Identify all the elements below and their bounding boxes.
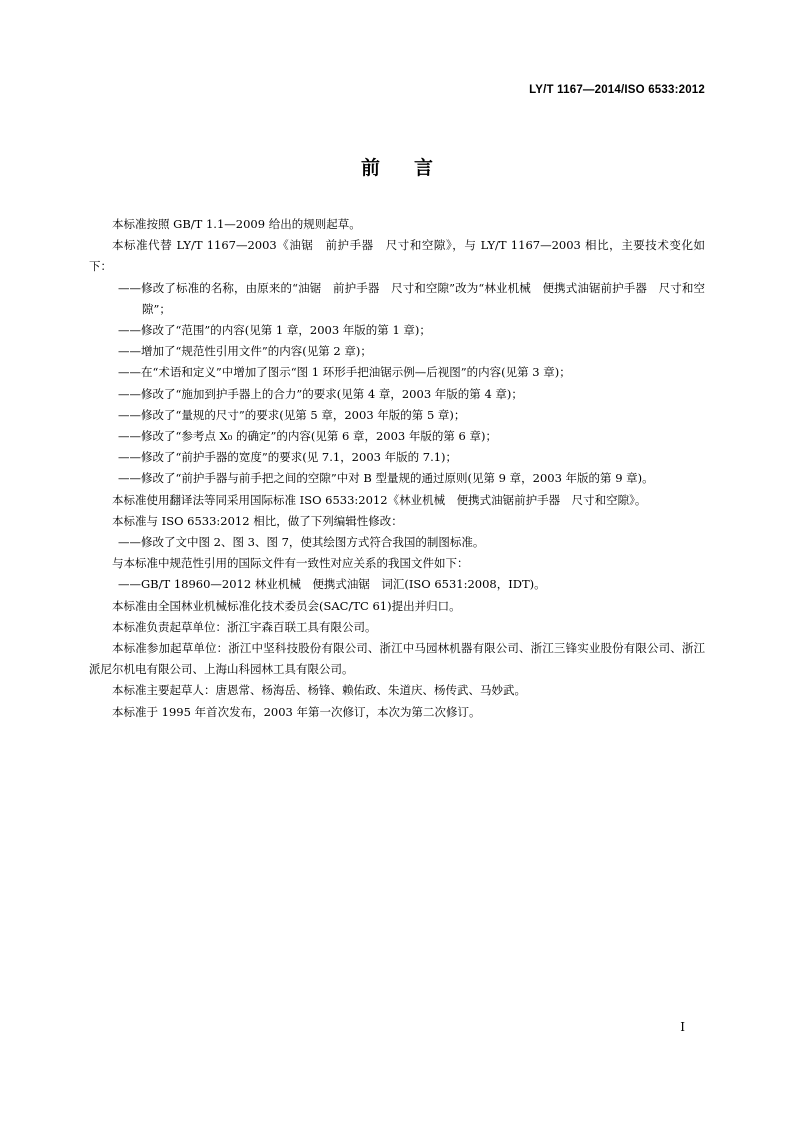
change-list-item: ——GB/T 18960—2012 林业机械 便携式油锯 词汇(ISO 6531:2008，IDT)。 [118,577,546,592]
page-title: 前言 [360,157,467,179]
paragraph: 本标准于 1995 年首次发布，2003 年第一次修订，本次为第二次修订。 [112,704,481,719]
paragraph: 本标准由全国林业机械标准化技术委员会(SAC/TC 61)提出并归口。 [112,598,461,613]
change-list-item: ——修改了“量规的尺寸”的要求(见第 5 章，2003 年版的第 5 章)； [118,407,466,422]
change-list-item: ——修改了“前护手器与前手把之间的空隙”中对 B 型量规的通过原则(见第 9 章，2003 年版的第 9 章)。 [118,471,654,486]
paragraph: 与本标准中规范性引用的国际文件有一致性对应关系的我国文件如下： [112,556,469,571]
change-list-item: ——增加了“规范性引用文件”的内容(见第 2 章)； [118,344,372,359]
paragraph: 本标准负责起草单位：浙江宇森百联工具有限公司。 [112,619,377,634]
standard-code: LY/T 1167—2014/ISO 6533:2012 [529,84,705,96]
change-list-item: ——修改了文中图 2、图 3、图 7，使其绘图方式符合我国的制图标准。 [118,535,485,550]
change-list-item: ——修改了标准的名称，由原来的“油锯 前护手器 尺寸和空隙”改为“林业机械 便携式油锯前护手器 尺寸和空隙”； [118,280,705,316]
foreword-body [89,214,705,723]
paragraph: 本标准代替 LY/T 1167—2003《油锯 前护手器 尺寸和空隙》，与 LY/T 1167—2003 相比，主要技术变化如下： [89,238,705,274]
paragraph: 本标准参加起草单位：浙江中坚科技股份有限公司、浙江中马园林机器有限公司、浙江三锋实业股份有限公司、浙江派尼尔机电有限公司、上海山科园林工具有限公司。 [89,641,705,677]
change-list-item: ——修改了“施加到护手器上的合力”的要求(见第 4 章，2003 年版的第 4 章)； [118,386,523,401]
page-number: I [680,1020,685,1034]
change-list-item: ——在“术语和定义”中增加了图示“图 1 环形手把油锯示例—后视图”的内容(见第 3 章)； [118,365,571,380]
paragraph: 本标准使用翻译法等同采用国际标准 ISO 6533:2012《林业机械 便携式油锯前护手器 尺寸和空隙》。 [112,492,647,507]
paragraph: 本标准按照 GB/T 1.1—2009 给出的规则起草。 [112,217,361,231]
change-list-item: ——修改了“前护手器的宽度”的要求(见 7.1，2003 年版的 7.1)； [118,450,458,465]
paragraph: 本标准与 ISO 6533:2012 相比，做了下列编辑性修改： [112,513,403,528]
change-list-item: ——修改了“范围”的内容(见第 1 章，2003 年版的第 1 章)； [118,323,431,338]
change-list-item: ——修改了“参考点 X₀ 的确定”的内容(见第 6 章，2003 年版的第 6 章)； [118,429,498,444]
paragraph: 本标准主要起草人：唐恩常、杨海岳、杨锋、赖佑政、朱道庆、杨传武、马妙武。 [112,683,526,698]
